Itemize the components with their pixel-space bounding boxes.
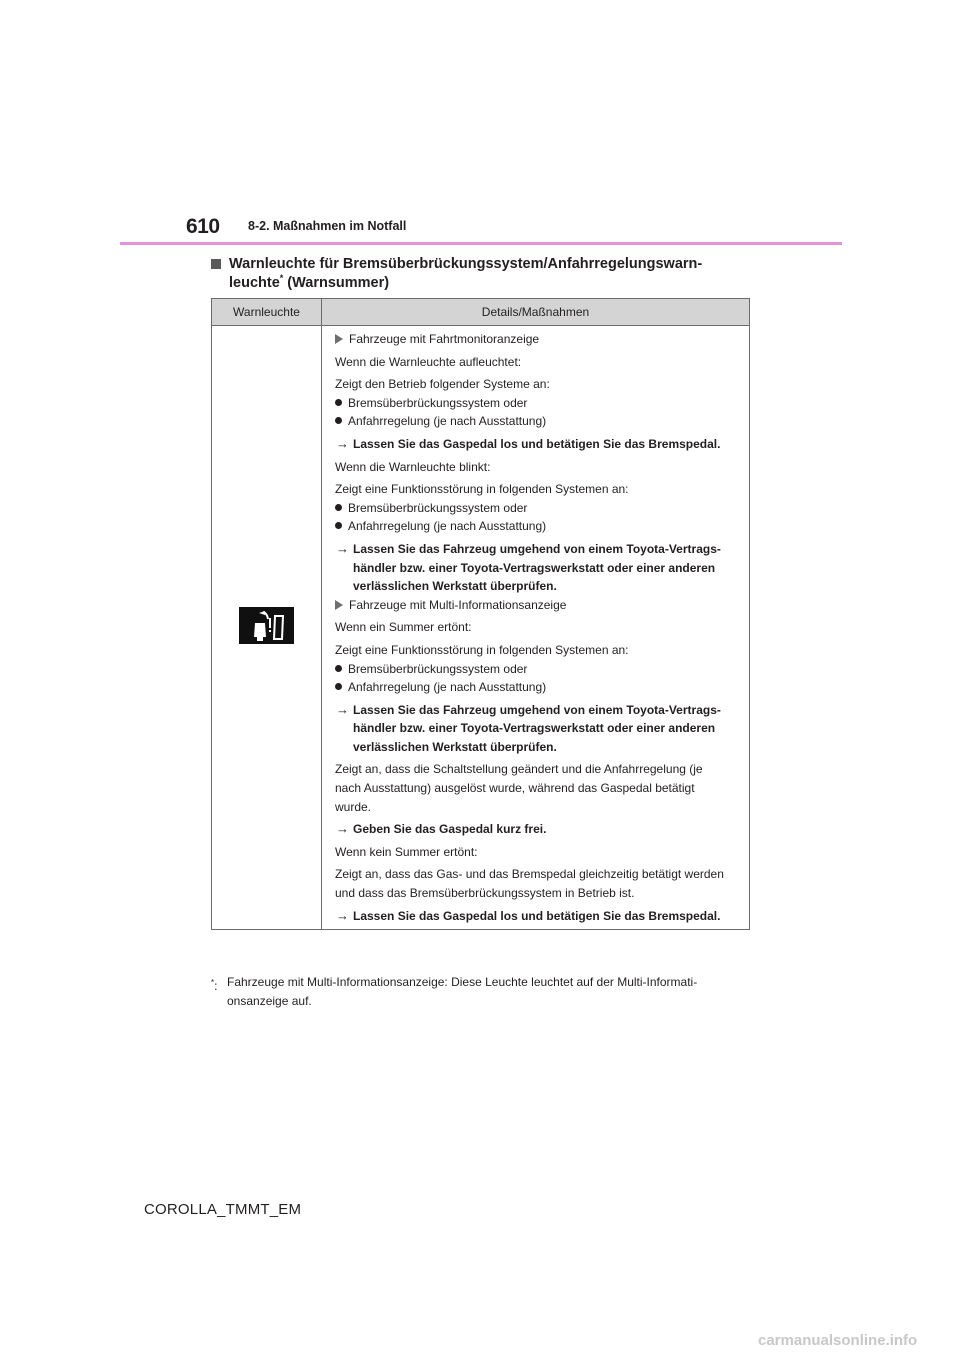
bullet-dot-icon [335, 683, 342, 690]
list-item: Fahrzeuge mit Fahrtmonitoranzeige [322, 330, 749, 349]
list-item: Wenn kein Summer ertönt: [335, 844, 478, 859]
bullet-dot-icon [335, 665, 342, 672]
details-cell [322, 326, 750, 930]
arrow-icon: → [336, 907, 349, 923]
table-header-row [212, 299, 750, 326]
heading-square-bullet-icon [211, 259, 221, 269]
bullet-dot-icon [335, 417, 342, 424]
warning-light-table [211, 298, 750, 930]
heading-text [211, 255, 771, 293]
footnote [211, 973, 771, 1011]
heading-asterisk: * [279, 273, 284, 284]
header-divider [120, 242, 842, 245]
section-heading [211, 255, 771, 293]
bullet-dot-icon [335, 399, 342, 406]
footnote-mark: *: [211, 978, 218, 993]
action-item: → Lassen Sie das Fahrzeug umgehend von einem Toyota-Vertrags- händler bzw. einer Toyota-Vertragswerkstatt oder einer anderen verlässlichen Werkstatt überprüfen. [336, 701, 721, 754]
brake-override-warning-icon [239, 607, 294, 644]
watermark: carmanualsonline.info [758, 1332, 918, 1349]
footnote-text: Fahrzeuge mit Multi-Informationsanzeige: Diese Leuchte leuchtet auf der Multi-Informati- onsanzeige auf. [227, 975, 698, 1008]
table-row [212, 326, 750, 930]
list-item: Anfahrregelung (je nach Ausstattung) [322, 678, 749, 697]
list-item: Bremsüberbrückungssystem oder [322, 499, 749, 518]
header-warnleuchte: Warnleuchte [212, 299, 322, 326]
triangle-bullet-icon [335, 334, 343, 344]
list-item: Wenn die Warnleuchte aufleuchtet: [335, 354, 522, 369]
action-item: → Lassen Sie das Fahrzeug umgehend von einem Toyota-Vertrags- händler bzw. einer Toyota-Vertragswerkstatt oder einer anderen verlässlichen Werkstatt überprüfen. [336, 540, 721, 594]
list-item: Zeigt den Betrieb folgender Systeme an: [335, 377, 550, 392]
action-item: → Geben Sie das Gaspedal kurz frei. [322, 820, 749, 839]
triangle-bullet-icon [335, 600, 343, 610]
header-details: Details/Maßnahmen [322, 299, 750, 326]
arrow-icon: → [336, 435, 349, 451]
list-item: Zeigt an, dass das Gas- und das Bremspedal gleichzeitig betätigt werden und dass das Bremsüberbrückungssystem in Betrieb ist. [335, 867, 724, 901]
arrow-icon: → [336, 701, 349, 717]
heading-line1: Warnleuchte für Bremsüberbrückungssystem/Anfahrregelungswarn- [229, 256, 703, 272]
list-item: Wenn ein Summer ertönt: [335, 620, 472, 635]
heading-line2: leuchte [229, 275, 280, 291]
action-item: → Lassen Sie das Gaspedal los und betätigen Sie das Bremspedal. [322, 907, 749, 926]
arrow-icon: → [336, 821, 349, 837]
bullet-dot-icon [335, 522, 342, 529]
arrow-icon: → [336, 540, 349, 556]
list-item: Anfahrregelung (je nach Ausstattung) [322, 517, 749, 536]
list-item: Bremsüberbrückungssystem oder [322, 394, 749, 413]
list-item: Zeigt an, dass die Schaltstellung geändert und die Anfahrregelung (je nach Ausstattung) ausgelöst wurde, während das Gaspedal betätigt wurde. [335, 762, 703, 814]
section-title: 8-2. Maßnahmen im Notfall [248, 219, 407, 233]
icon-cell [212, 326, 322, 930]
action-item: → Lassen Sie das Gaspedal los und betätigen Sie das Bremspedal. [322, 435, 749, 454]
heading-line2-suffix: (Warnsummer) [283, 275, 390, 291]
bullet-dot-icon [335, 504, 342, 511]
list-item: Bremsüberbrückungssystem oder [322, 660, 749, 679]
document-code: COROLLA_TMMT_EM [144, 1201, 302, 1218]
list-item: Zeigt eine Funktionsstörung in folgenden Systemen an: [335, 482, 629, 497]
list-item: Zeigt eine Funktionsstörung in folgenden Systemen an: [335, 642, 629, 657]
list-item: Anfahrregelung (je nach Ausstattung) [322, 412, 749, 431]
page-number: 610 [186, 215, 220, 238]
list-item: Wenn die Warnleuchte blinkt: [335, 459, 491, 474]
list-item: Fahrzeuge mit Multi-Informationsanzeige [322, 596, 749, 615]
